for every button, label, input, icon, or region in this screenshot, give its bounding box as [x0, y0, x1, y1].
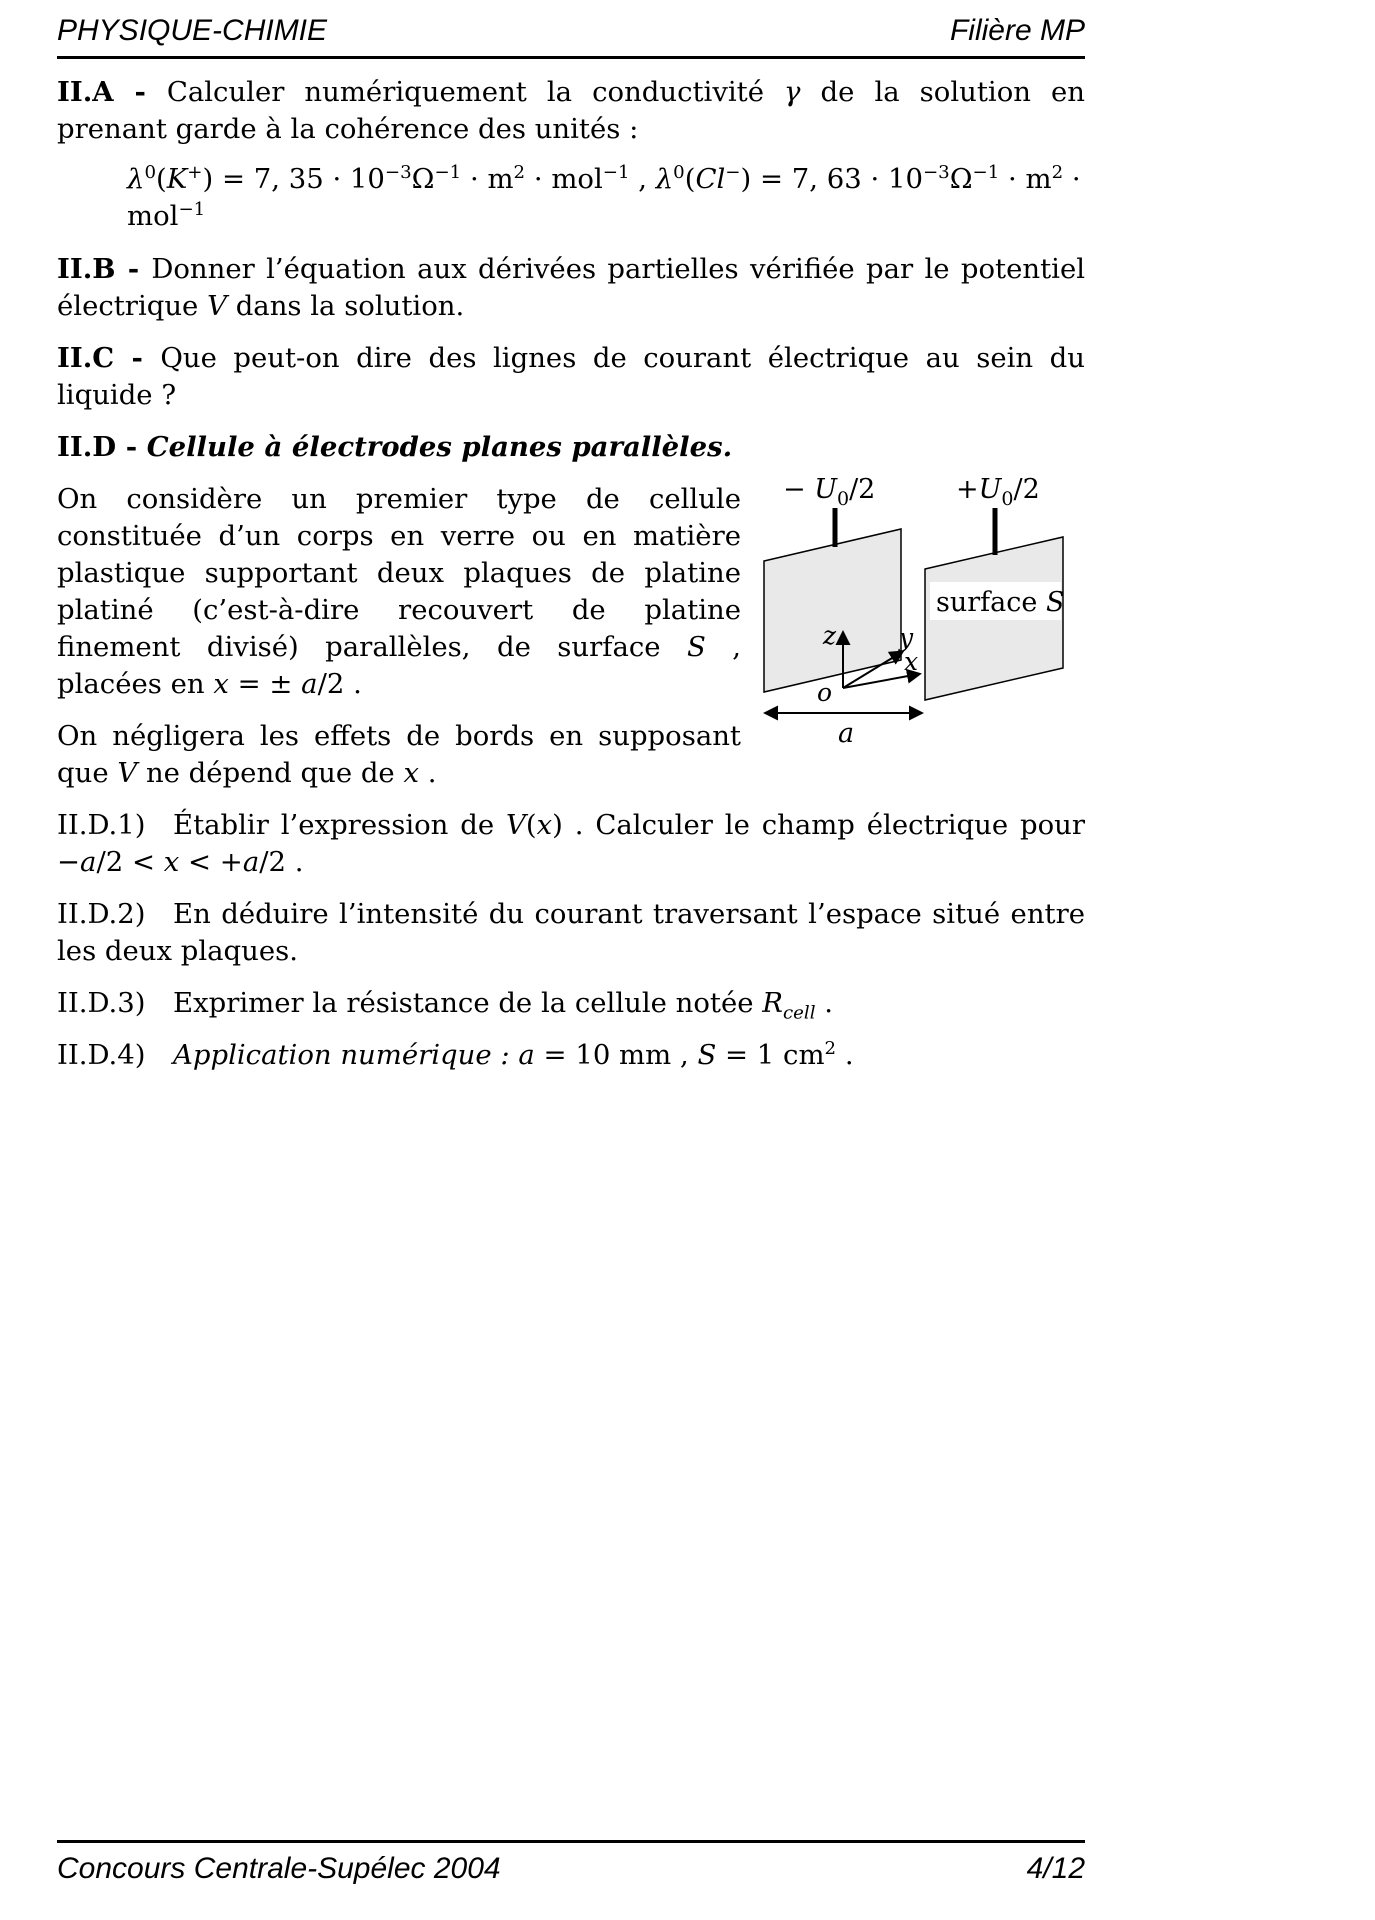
y-axis-label: y [899, 623, 914, 652]
section-iid-title: II.D - Cellule à électrodes planes parallèles. [57, 431, 733, 463]
question-iid3: II.D.3) Exprimer la résistance de la cellule notée $R_{cell}$ . [57, 987, 833, 1024]
surface-label: surface S [936, 587, 1065, 618]
x-axis-label: x [904, 647, 919, 676]
iid-intro-paragraph: On considère un premier type de cellule constituée d’un corps en verre ou en matière plastique supportant deux plaques de platine platiné (c’est-à-dire recouvert de platine finement divisé) parallèles, de surface S , placées en x = ± a/2 . [57, 483, 742, 700]
left-plate [764, 529, 901, 692]
question-iia: II.A - Calculer numériquement la conductivité γ de la solution en prenant garde à la cohérence des unités : [57, 76, 1085, 145]
footer-page-number: 4/12 [1026, 1852, 1085, 1885]
page-header [57, 14, 1085, 59]
plate-spacing-label: a [838, 718, 855, 749]
z-axis-label: z [822, 621, 836, 650]
pos-electrode-label: $+U_0/2$ [956, 474, 1040, 510]
origin-label: o [816, 678, 832, 707]
exam-body [57, 74, 1085, 1074]
question-iic: II.C - Que peut-on dire des lignes de courant électrique au sein du liquide ? [57, 342, 1085, 411]
iid-assumption-paragraph: On négligera les effets de bords en supposant que V ne dépend que de x . [57, 720, 741, 789]
electrode-cell-figure [753, 470, 1085, 762]
document-title: PHYSIQUE-CHIMIE [57, 14, 328, 47]
question-iid1: II.D.1) Établir l’expression de V(x) . Calculer le champ électrique pour −a/2 < x < +a/2 . [57, 809, 1085, 878]
question-iib: II.B - Donner l’équation aux dérivées partielles vérifiée par le potentiel électrique V dans la solution. [57, 253, 1086, 322]
page-footer [57, 1840, 1085, 1886]
cell-diagram [753, 470, 1085, 752]
footer-source: Concours Centrale-Supélec 2004 [57, 1852, 501, 1885]
question-iid4: II.D.4) Application numérique : a = 10 mm , S = 1 $cm^2$ . [57, 1037, 854, 1071]
conductivity-values-equation: $\lambda^0(K^+) = 7$, $35 \cdot 10^{-3}\Omega^{-1} \cdot m^2 \cdot mol^{-1}$ , $\lambda^0(Cl^-) = 7$, $63 \cdot 10^{-3}\Omega^{-1} \cdot m^2 \cdot mol^{-1}$ [127, 161, 1081, 232]
neg-electrode-label: − $U_0/2$ [783, 474, 876, 510]
question-iid2: II.D.2) En déduire l’intensité du courant traversant l’espace situé entre les deux plaques. [57, 898, 1085, 967]
track-label: Filière MP [949, 14, 1085, 47]
